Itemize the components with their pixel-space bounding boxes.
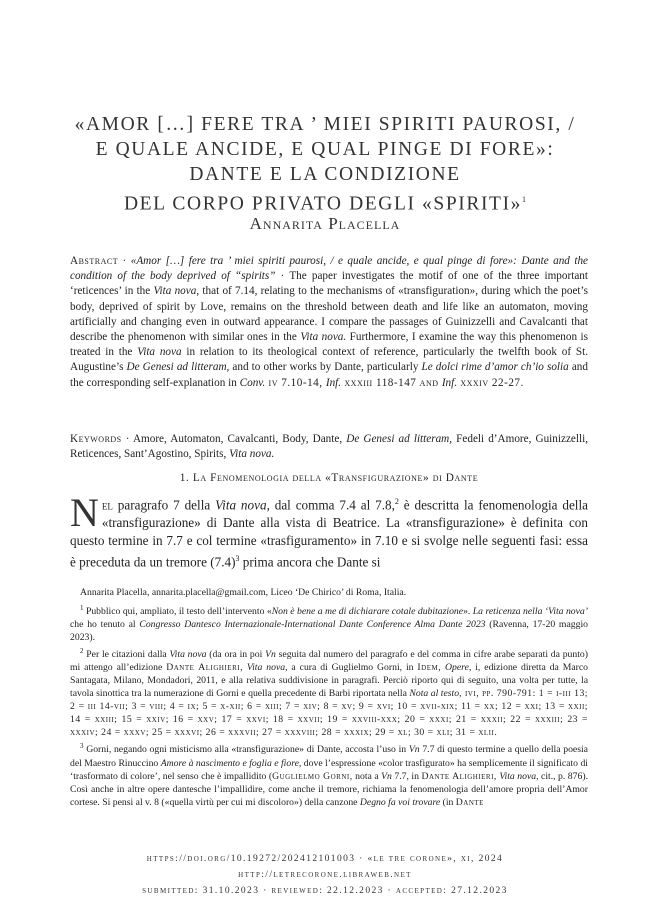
footnote-text: (in [440,796,456,808]
footnote-italic: Non è bene a me di dichiarare cotale dubitazione [271,606,464,618]
keywords-italic: Vita nova. [229,448,275,461]
abstract-text: iv 7.10-14, [265,376,326,389]
footnote-italic: Nota al testo [409,688,460,700]
title-line-1: «AMOR […] FERE TRA ’ MIEI SPIRITI PAUROSI, / [74,114,576,135]
body-text: paragrafo 7 della [112,497,216,513]
footnote-italic: Opere [445,662,469,674]
footnote-italic: La reticenza nella ‘Vita nova’ [472,606,589,618]
footnote-smallcaps: Dante Alighieri, [166,662,243,674]
abstract-italic: Vita nova. [300,331,347,344]
abstract-italic: Conv. [239,376,266,389]
footnote-mark: 1 [80,604,84,612]
section-title-part: La Fenomenologia della « [189,472,332,484]
abstract-text: Furthermore, I examine the way this phenomenon is treated in the [70,331,588,359]
footnote-text: 7.7, in [391,770,422,782]
footnote-text: che ho tenuto al [70,619,140,631]
footnote-text: Pubblico qui, ampliato, il testo dell’intervento « [83,606,272,618]
title-line-2: E QUALE ANCIDE, E QUAL PINGE DI FORE»: [95,139,555,160]
footer-dates: submitted: 31.10.2023 · reviewed: 22.12.2023 · accepted: 27.12.2023 [142,886,508,896]
abstract-text: The paper investigates the motif of one of the three important ‘reticences’ in the [70,270,588,298]
footnote-2 [70,645,588,739]
footnote-italic: Vn [408,744,420,756]
footnotes [70,586,588,809]
footnote-italic: Vita nova [499,770,537,782]
article-title [60,112,590,217]
keywords-italic: De Genesi ad litteram, [346,433,453,445]
abstract [70,254,588,391]
footnote-ref[interactable]: 3 [235,554,240,564]
section-number: 1. [179,472,190,484]
body-italic: Vita nova [215,497,267,513]
abstract-italic: Inf. [441,376,458,389]
abstract-italic: Inf. [325,376,342,389]
body-text: prima ancora che Dante si [239,554,381,570]
footnote-mark: 3 [80,742,84,751]
abstract-text: in relation to its theological context of reference, particularly the twelfth book of St. Augustine’s [70,346,588,374]
first-word: el [101,497,113,513]
title-line-4 [60,187,590,217]
abstract-separator: · [275,270,290,283]
footnote-ref[interactable]: 2 [394,497,399,506]
abstract-text: and to other works by Dante, particularly [229,361,422,374]
section-heading [70,472,588,484]
title-line-3: DANTE E LA CONDIZIONE [189,164,461,185]
abstract-text: xxxiv 22-27. [457,376,524,389]
footnote-italic: Amore à nascimento e foglia e fiore [160,757,299,769]
footnote-text: , i, edizione diretta da Marco Santagata, Milano, Mondadori, 2011, e alla relativa suddivisione in paragrafi. Perciò riporto qui di seguito, una volta per tutte, la tavola sinottica tra la numerazione di Gorni e quella precedente di Barbi riportata nella [70,662,588,700]
footnote-text: , a cura di Guglielmo Gorni, in [285,662,418,674]
abstract-text: and the corresponding self-explanation in [70,361,588,389]
footer-website[interactable]: http://letrecorone.libraweb.net [238,870,412,880]
footnote-smallcaps: Idem, [417,662,442,674]
abstract-italic: Le dolci rime d’amor ch’io solia [421,361,569,374]
body-text: , dal comma 7.4 al 7.8, [266,497,395,513]
footnote-text: seguita dal numero del paragrafo e del comma in cifre arabe separati da punto) mi attengo all’edizione [70,649,589,674]
title-footnote-mark: 1 [522,195,527,204]
author-affiliation: Annarita Placella, annarita.placella@gmail.com, Liceo ‘De Chirico’ di Roma, Italia. [80,587,407,598]
section-title-part: » di Dante [423,472,479,484]
keywords [70,432,588,462]
footnote-text: , cit., p. 876). Così anche in altre opere dantesche l’impallidire, come anche il tremore, richiama la fenomenologia dell’amore propria dell’Amor cortese. Si pensi al v. 8 («quella virtù per cui mi discoloro») della canzone [70,770,588,808]
footnote-smallcaps: Guglielmo Gorni, [272,770,353,782]
footnote-text: Gorni, negando ogni misticismo alla «transfigurazione» di Dante, accosta l’uso in [83,744,409,756]
footnote-italic: Congresso Dantesco Internazionale-International Dante Conference Alma Dante 2023 [139,619,486,631]
abstract-text: xxxiii 118-147 and [341,376,442,389]
footnote-1 [70,602,588,644]
body-paragraph [70,490,588,572]
footnote-text: (Ravenna, 17-20 maggio 2023). [70,619,588,644]
keywords-separator: · [121,433,133,445]
footnote-text: nota a [352,770,382,782]
footnote-mark: 2 [80,647,84,656]
keywords-text: Fedeli d’Amore, Guinizzelli, Reticences, Sant’Agostino, Spirits, [70,433,588,461]
footnote-text: , ivi, pp. 790-791: 1 = i-iii 13; 2 = iii 14-vii; 3 = viii; 4 = ix; 5 = x-xii; 6 = xiii; 7 = xiv; 8 = xv; 9 = xvi; 10 = xvii-xix; 11 = xx; 12 = xxi; 13 = xxii; 14 = xxiii; 15 = xxiv; 16 = xxv; 17 = xxvi; 18 = xxvii; 19 = xxviii-xxx; 20 = xxxi; 21 = xxxii; 22 = xxxiii; 23 = xxxiv; 24 = xxxv; 25 = xxxvi; 26 = xxxvii; 27 = xxxviii; 28 = xxxix; 29 = xl; 30 = xli; 31 = xlii. [70,688,588,739]
footnote-smallcaps: Dante [455,796,484,808]
section-title-part: Transfigurazione [331,472,424,484]
footnote-italic: Vn [381,770,392,782]
footnote-text: 7.7 di questo termine a quello della poesia del Maestro Rinuccino [70,744,588,769]
keywords-text: Amore, Automaton, Cavalcanti, Body, Dante, [132,433,347,445]
author-name: Annarita Placella [249,214,401,233]
footnote-italic: Degno fa voi trovare [359,796,441,808]
abstract-title: «Amor […] fere tra ’ miei spiriti paurosi, / e quale ancide, e qual pinge di fore»: Dante and the condition of the body deprived of “spirits” [70,255,588,283]
footer-doi[interactable]: https://doi.org/10.19272/202412101003 · «le tre corone», xi, 2024 [146,854,504,864]
footnote-smallcaps: Dante Alighieri, [421,770,497,782]
body-text: è descritta la fenomenologia della «transfigurazione» di Dante alla vista di Beatrice. La «transfigurazione» è definita con questo termine in 7.7 e col termine «trasfiguramento» in 7.10 e si svolge nelle seguenti fasi: essa è preceduta da un tremore (7.4) [70,497,588,570]
abstract-italic: Vita nova [137,346,182,359]
footnote-text: (da ora in poi [206,649,266,661]
footnote-italic: Vn [265,649,276,661]
footnote-text: ». [463,606,473,618]
abstract-separator: · [118,255,131,267]
footnote-italic: Vita nova [246,662,286,674]
keywords-label: Keywords [70,433,122,445]
drop-cap: N [70,490,99,535]
footnote-text: , dove l’espressione «color trasfigurato» ha semplicemente il significato di ‘trasformato di colore’, nel senso che è impallidito ( [70,757,588,782]
abstract-label: Abstract [70,255,119,267]
abstract-text: , that of 7.14, relating to the mechanisms of «transfiguration», during which the poet’s body, deprived of spirit by Love, remains on the threshold between death and life like an automaton, moving artificially and changing even in outward appearance. I compare the passages of Guinizzelli and Cavalcanti that describe the phenomenon with similar ones in the [70,285,589,344]
footnote-italic: Vita nova [169,649,207,661]
abstract-italic: Vita nova [153,285,197,298]
abstract-italic: De Genesi ad litteram, [126,361,230,374]
title-line-4-text: DEL CORPO PRIVATO DEGLI «SPIRITI» [123,193,523,215]
footnote-text: Per le citazioni dalla [83,649,170,661]
footnote-3 [70,740,588,808]
